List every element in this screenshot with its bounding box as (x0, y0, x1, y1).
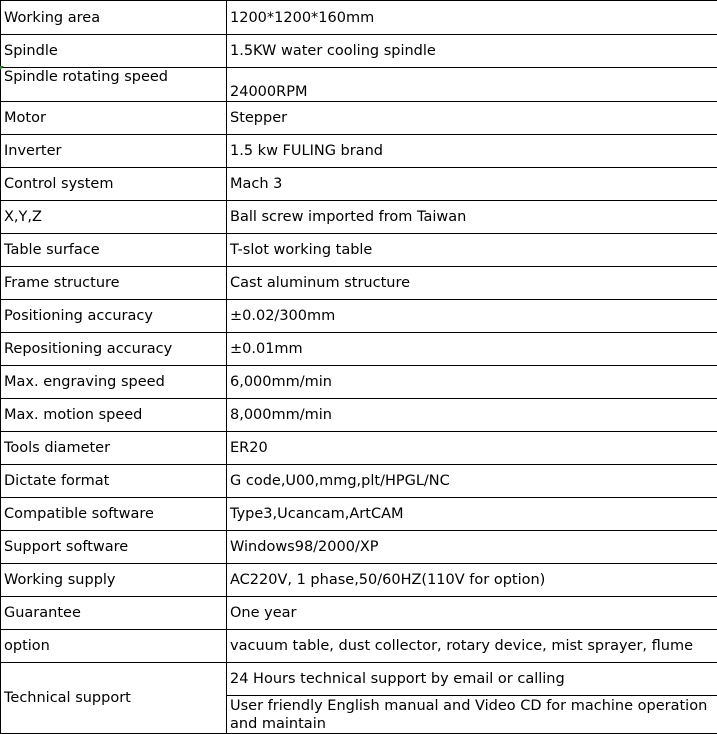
row-value: 24000RPM (227, 68, 717, 102)
row-value: 8,000mm/min (227, 399, 717, 432)
row-value: Stepper (227, 102, 717, 135)
row-value: 1.5 kw FULING brand (227, 135, 717, 168)
row-value: T-slot working table (227, 234, 717, 267)
table-row (1, 35, 717, 68)
table-row (1, 333, 717, 366)
row-label: Frame structure (1, 267, 227, 300)
row-value: Windows98/2000/XP (227, 531, 717, 564)
table-row (1, 498, 717, 531)
row-label: Repositioning accuracy (1, 333, 227, 366)
technical-support-value: User friendly English manual and Video CD for machine operation and maintain (227, 696, 717, 734)
row-label: Dictate format (1, 465, 227, 498)
row-value: ±0.02/300mm (227, 300, 717, 333)
row-value: vacuum table, dust collector, rotary device, mist sprayer, flume (227, 630, 717, 663)
row-value: 6,000mm/min (227, 366, 717, 399)
table-row (1, 234, 717, 267)
row-label: Spindle rotating speed (1, 68, 227, 102)
row-label: Control system (1, 168, 227, 201)
row-value: G code,U00,mmg,plt/HPGL/NC (227, 465, 717, 498)
row-label: Working area (1, 1, 227, 35)
row-value: One year (227, 597, 717, 630)
row-label: Motor (1, 102, 227, 135)
row-value: Ball screw imported from Taiwan (227, 201, 717, 234)
row-label: Inverter (1, 135, 227, 168)
table-row (1, 531, 717, 564)
table-row (1, 68, 717, 102)
table-row (1, 135, 717, 168)
table-row (1, 465, 717, 498)
table-row (1, 630, 717, 663)
row-value: ER20 (227, 432, 717, 465)
row-value: 1.5KW water cooling spindle (227, 35, 717, 68)
table-row (1, 102, 717, 135)
table-row (1, 267, 717, 300)
row-label: X,Y,Z (1, 201, 227, 234)
row-label: Compatible software (1, 498, 227, 531)
table-row (1, 432, 717, 465)
table-row (1, 663, 717, 696)
row-label: Guarantee (1, 597, 227, 630)
row-label: Working supply (1, 564, 227, 597)
row-value: Cast aluminum structure (227, 267, 717, 300)
table-row (1, 399, 717, 432)
row-value: Type3,Ucancam,ArtCAM (227, 498, 717, 531)
row-label: Support software (1, 531, 227, 564)
row-label: Table surface (1, 234, 227, 267)
row-value: AC220V, 1 phase,50/60HZ(110V for option) (227, 564, 717, 597)
row-label: Spindle (1, 35, 227, 68)
cell-comment-marker (0, 66, 4, 70)
table-row (1, 366, 717, 399)
table-row (1, 597, 717, 630)
row-value: Mach 3 (227, 168, 717, 201)
table-row (1, 300, 717, 333)
row-label: Positioning accuracy (1, 300, 227, 333)
row-value: 1200*1200*160mm (227, 1, 717, 35)
row-label: Tools diameter (1, 432, 227, 465)
table-row (1, 1, 717, 35)
row-label: Max. motion speed (1, 399, 227, 432)
row-label: option (1, 630, 227, 663)
table-row (1, 201, 717, 234)
row-label: Max. engraving speed (1, 366, 227, 399)
table-row (1, 168, 717, 201)
technical-support-label: Technical support (1, 663, 227, 734)
technical-support-value: 24 Hours technical support by email or calling (227, 663, 717, 696)
row-value: ±0.01mm (227, 333, 717, 366)
table-row (1, 564, 717, 597)
